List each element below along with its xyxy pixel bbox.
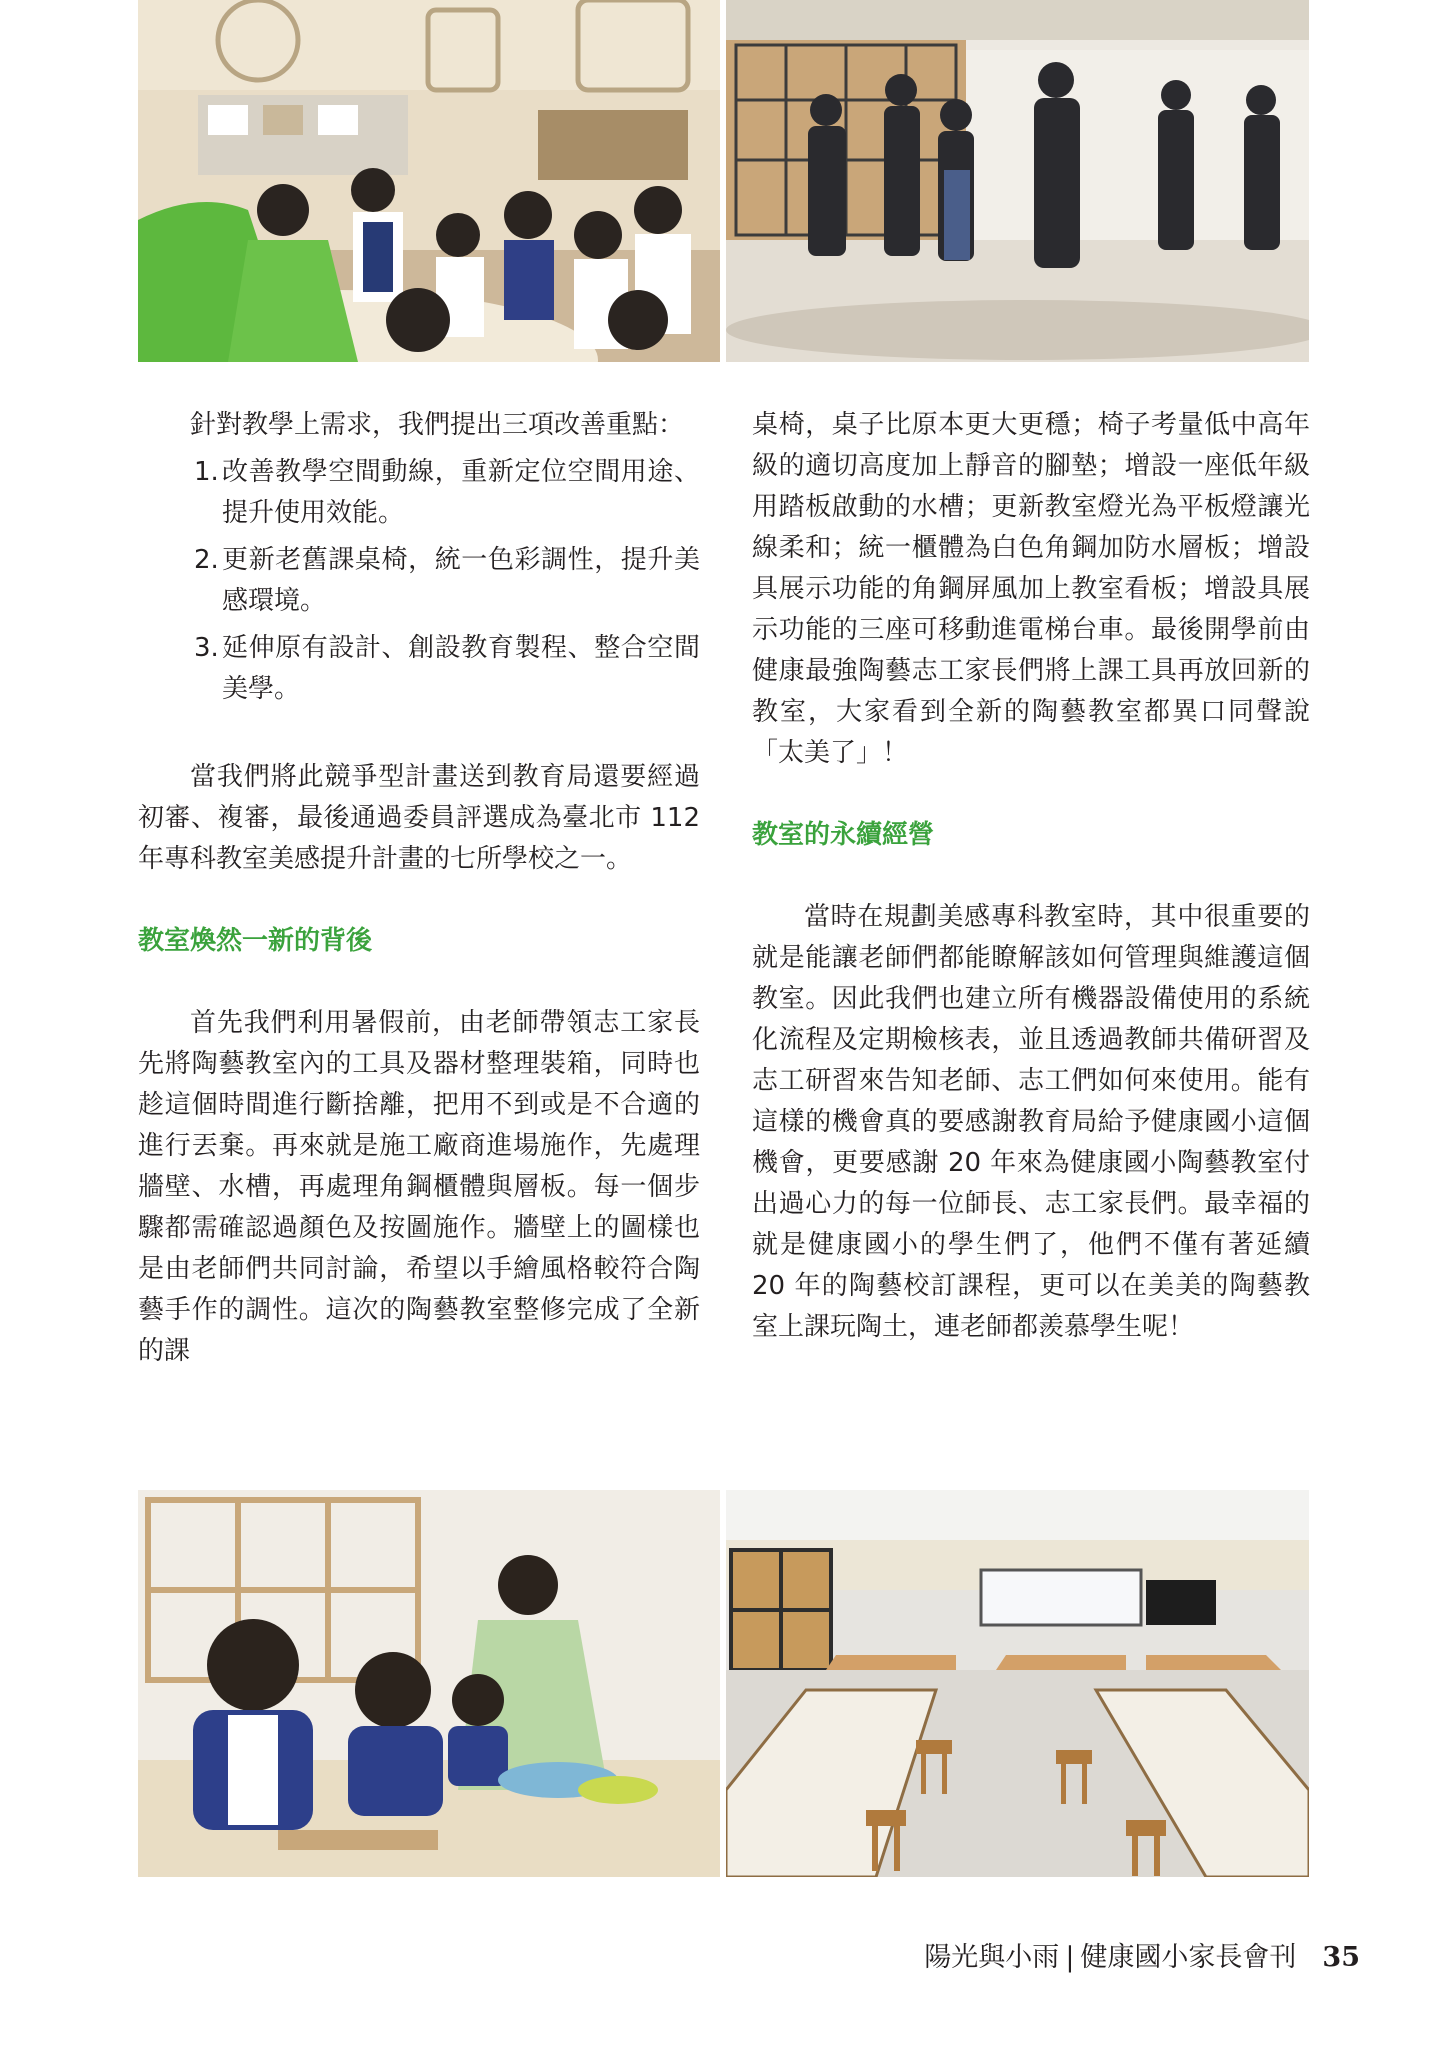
renovation-paragraph: 首先我們利用暑假前，由老師帶領志工家長先將陶藝教室內的工具及器材整理裝箱，同時也趁這個時間進行斷捨離，把用不到或是不合適的進行丟棄。再來就是施工廠商進場施作，先處理牆壁、水槽，再處理角鋼櫃體與層板。每一個步驟都需確認過顏色及按圖施作。牆壁上的圖樣也是由老師們共同討論，希望以手繪風格較符合陶藝手作的調性。這次的陶藝教室整修完成了全新的課	[138, 1008, 700, 1366]
list-item-text: 更新老舊課桌椅，統一色彩調性，提升美感環境。	[222, 545, 700, 616]
photo-visitors-standing-in-hall	[726, 0, 1309, 362]
list-item-text: 改善教學空間動線，重新定位空間用途、提升使用效能。	[222, 457, 700, 528]
list-item-number: 1.	[194, 457, 219, 487]
intro-paragraph: 針對教學上需求，我們提出三項改善重點：	[190, 410, 685, 440]
list-item-number: 2.	[194, 545, 219, 575]
photo-pottery-class-teacher-students	[138, 0, 720, 362]
list-item	[194, 452, 700, 534]
photo-renovated-classroom-tables	[726, 1490, 1309, 1877]
publication-subtitle: 健康國小家長會刊	[1080, 1942, 1297, 1973]
photo-students-shaping-clay	[138, 1490, 720, 1877]
list-item	[194, 540, 700, 622]
section-heading-sustainable-management: 教室的永續經營	[752, 820, 935, 850]
section-heading-behind-renovation: 教室煥然一新的背後	[138, 926, 373, 956]
footer-separator: |	[1065, 1942, 1075, 1973]
improvement-points-list	[138, 452, 700, 710]
management-paragraph: 當時在規劃美感專科教室時，其中很重要的就是能讓老師們都能瞭解該如何管理與維護這個教室。因此我們也建立所有機器設備使用的系統化流程及定期檢核表，並且透過教師共備研習及志工研習來告知老師、志工們如何來使用。能有這樣的機會真的要感謝教育局給予健康國小這個機會，更要感謝 20 年來為健康國小陶藝教室付出過心力的每一位師長、志工家長們。最幸福的就是健康國小的學生們了，他們不僅有著延續 20 年的陶藝校訂課程，更可以在美美的陶藝教室上課玩陶土，連老師都羨慕學生呢！	[752, 902, 1310, 1342]
list-item	[194, 628, 700, 710]
page-footer	[880, 1938, 1360, 1978]
right-column	[752, 405, 1310, 1348]
competition-paragraph: 當我們將此競爭型計畫送到教育局還要經過初審、複審，最後通過委員評選成為臺北市 112 年專科教室美感提升計畫的七所學校之一。	[138, 762, 700, 874]
page-number: 35	[1322, 1942, 1360, 1973]
furniture-paragraph: 桌椅，桌子比原本更大更穩；椅子考量低中高年級的適切高度加上靜音的腳墊；增設一座低年級用踏板啟動的水槽；更新教室燈光為平板燈讓光線柔和；統一櫃體為白色角鋼加防水層板；增設具展示功能的角鋼屏風加上教室看板；增設具展示功能的三座可移動進電梯台車。最後開學前由健康最強陶藝志工家長們將上課工具再放回新的教室，大家看到全新的陶藝教室都異口同聲說「太美了」！	[752, 410, 1310, 768]
list-item-number: 3.	[194, 633, 219, 663]
publication-name: 陽光與小雨	[924, 1942, 1060, 1973]
left-column	[138, 405, 700, 1372]
list-item-text: 延伸原有設計、創設教育製程、整合空間美學。	[222, 633, 700, 704]
